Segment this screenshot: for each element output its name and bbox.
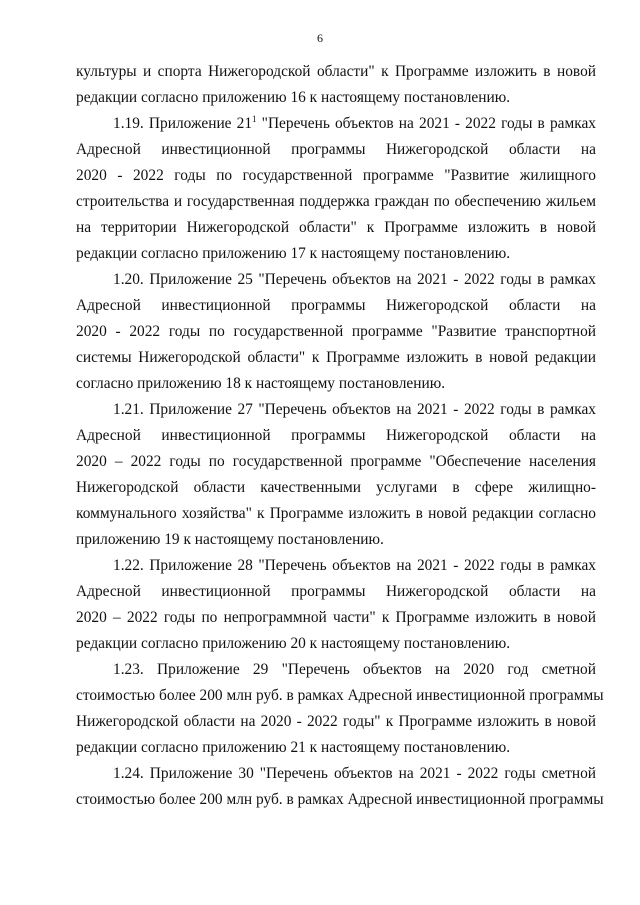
text-line: Нижегородской области качественными услугами в сфере жилищно-: [76, 479, 596, 496]
text-line: редакции согласно приложению 16 к настоящему постановлению.: [76, 89, 511, 106]
text-line: 2020 - 2022 годы по государственной программе "Развитие жилищного: [76, 167, 596, 184]
text-line: 1.24. Приложение 30 "Перечень объектов на 2021 - 2022 годы сметной: [113, 765, 596, 782]
text-line: 1.23. Приложение 29 "Перечень объектов на 2020 год сметной: [113, 661, 596, 678]
text-line: редакции согласно приложению 20 к настоящему постановлению.: [76, 635, 511, 652]
text-line: Нижегородской области на 2020 - 2022 годы" к Программе изложить в новой: [76, 713, 596, 730]
text-line: Адресной инвестиционной программы Нижегородской области на: [76, 297, 596, 314]
text-line: редакции согласно приложению 21 к настоящему постановлению.: [76, 739, 511, 756]
text-line: согласно приложению 18 к настоящему постановлению.: [76, 375, 446, 392]
text-line: 1.20. Приложение 25 "Перечень объектов на 2021 - 2022 годы в рамках: [113, 271, 596, 288]
text-line: 2020 – 2022 годы по государственной программе "Обеспечение населения: [76, 453, 596, 470]
text-line: приложению 19 к настоящему постановлению.: [76, 531, 384, 548]
text-fragment: "Перечень объектов на 2021 - 2022 годы в рамках: [256, 115, 596, 132]
text-line: 2020 – 2022 годы по непрограммной части" к Программе изложить в новой: [76, 609, 596, 626]
text-line: стоимостью более 200 млн руб. в рамках Адресной инвестиционной программы: [76, 791, 604, 808]
text-line: на территории Нижегородской области" к Программе изложить в новой: [76, 219, 596, 236]
footnote-superscript: 1: [252, 114, 257, 124]
text-line: Адресной инвестиционной программы Нижегородской области на: [76, 583, 596, 600]
text-line: коммунального хозяйства" к Программе изложить в новой редакции согласно: [76, 505, 596, 522]
text-line: 1.22. Приложение 28 "Перечень объектов на 2021 - 2022 годы в рамках: [113, 557, 596, 574]
text-fragment: 1.19. Приложение 21: [113, 115, 253, 132]
text-line: системы Нижегородской области" к Программе изложить в новой редакции: [76, 349, 596, 366]
text-line: редакции согласно приложению 17 к настоящему постановлению.: [76, 245, 511, 262]
text-line: 2020 - 2022 годы по государственной программе "Развитие транспортной: [76, 323, 596, 340]
text-line: Адресной инвестиционной программы Нижегородской области на: [76, 141, 596, 158]
paragraph-1-19-first-line: [113, 114, 596, 134]
text-line: Адресной инвестиционной программы Нижегородской области на: [76, 427, 596, 444]
page-number: 6: [317, 31, 323, 45]
text-line: строительства и государственная поддержка граждан по обеспечению жильем: [76, 193, 596, 210]
text-line: культуры и спорта Нижегородской области" к Программе изложить в новой: [76, 63, 596, 80]
text-line: стоимостью более 200 млн руб. в рамках Адресной инвестиционной программы: [76, 687, 604, 704]
text-line: 1.21. Приложение 27 "Перечень объектов на 2021 - 2022 годы в рамках: [113, 401, 596, 418]
